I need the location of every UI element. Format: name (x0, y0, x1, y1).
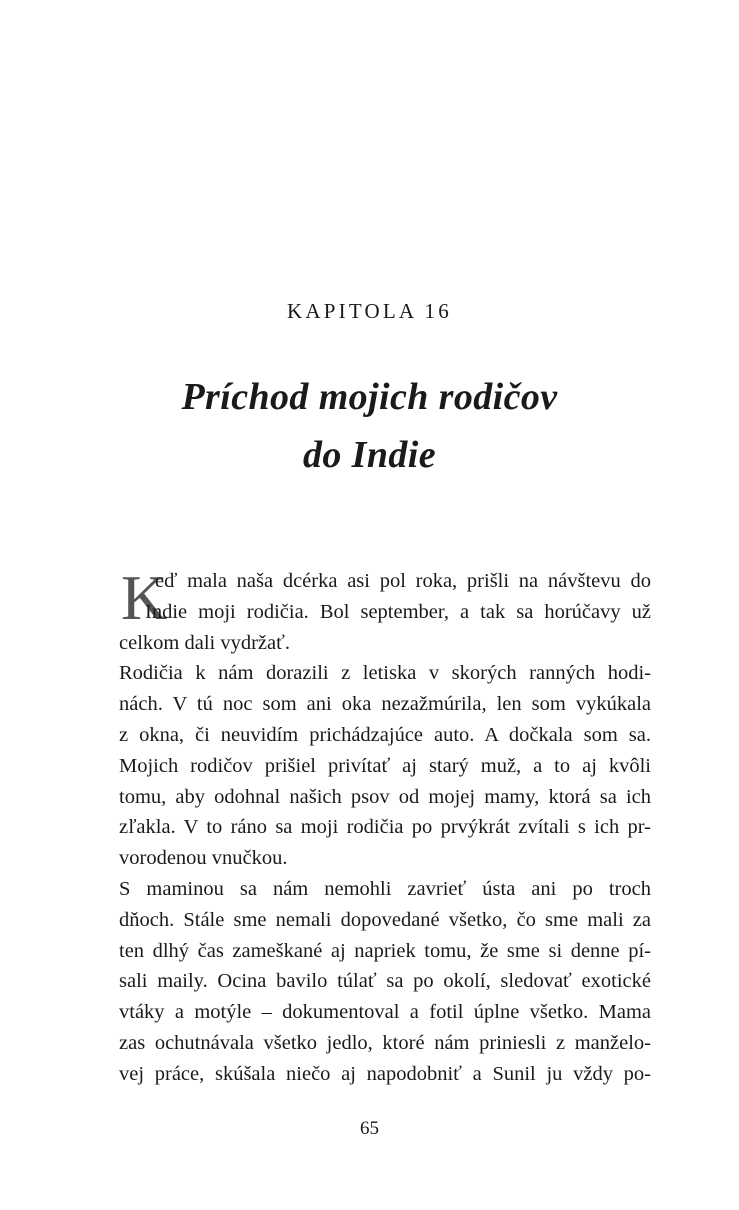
text-line: eď mala naša dcérka asi pol roka, prišli na návštevu do (155, 570, 651, 592)
page-number: 65 (360, 1118, 379, 1139)
text-line: vej práce, skúšala niečo aj napodobniť a Sunil ju vždy po- (119, 1062, 651, 1085)
chapter-title-line-1: Príchod mojich rodičov (181, 376, 558, 418)
drop-cap: K (121, 562, 168, 633)
chapter-number: KAPITOLA 16 (287, 299, 452, 323)
text-line: ten dlhý čas zameškané aj napriek tomu, že sme si denne pí- (119, 939, 651, 962)
text-line: zas ochutnávala všetko jedlo, ktoré nám priniesli z manželo- (119, 1031, 651, 1054)
text-line: Rodičia k nám dorazili z letiska v skorých ranných hodi- (119, 662, 651, 685)
chapter-title-line-2: do Indie (302, 434, 437, 476)
text-line: vtáky a motýle – dokumentoval a fotil úplne všetko. Mama (119, 1001, 651, 1024)
chapter-title (0, 368, 739, 484)
text-line: celkom dali vydržať. (119, 631, 290, 654)
text-line: Indie moji rodičia. Bol september, a tak sa horúčavy už (145, 600, 651, 623)
body-text (119, 562, 651, 1090)
text-line: z okna, či neuvidím prichádzajúce auto. A dočkala som sa. (119, 723, 651, 746)
text-line: nách. V tú noc som ani oka nezažmúrila, len som vykúkala (119, 693, 651, 716)
text-line: S maminou sa nám nemohli zavrieť ústa ani po troch (119, 877, 651, 900)
text-line: vorodenou vnučkou. (119, 847, 288, 870)
text-line: zľakla. V to ráno sa moji rodičia po prvýkrát zvítali s ich pr- (119, 816, 651, 839)
text-line: dňoch. Stále sme nemali dopovedané všetko, čo sme mali za (119, 908, 651, 931)
text-line: tomu, aby odohnal našich psov od mojej mamy, ktorá sa ich (119, 785, 651, 808)
text-line: sali maily. Ocina bavilo túlať sa po okolí, sledovať exotické (119, 970, 651, 993)
text-line: Mojich rodičov prišiel privítať aj starý muž, a to aj kvôli (119, 754, 651, 777)
